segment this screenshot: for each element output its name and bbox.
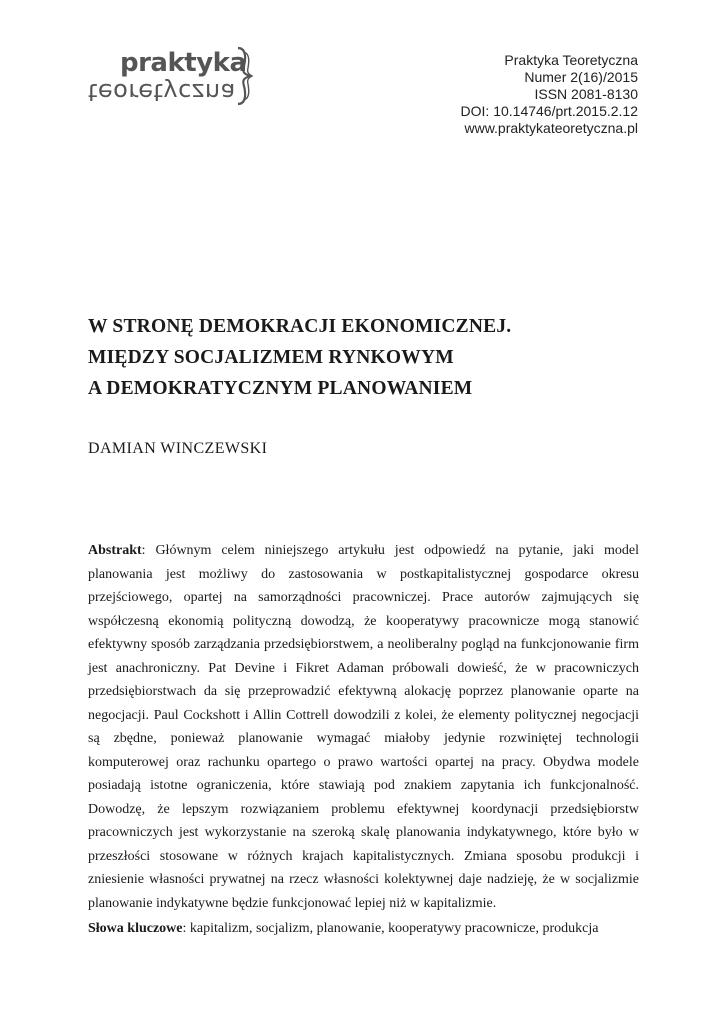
keywords-label: Słowa kluczowe bbox=[88, 921, 183, 936]
journal-url[interactable]: www.praktykateoretyczna.pl bbox=[464, 120, 638, 136]
keywords-text: : kapitalizm, socjalizm, planowanie, kooperatywy pracownicze, produkcja bbox=[182, 921, 599, 936]
title-line-3: A DEMOKRATYCZNYM PLANOWANIEM bbox=[88, 378, 473, 399]
journal-logo bbox=[88, 46, 258, 108]
title-line-1: W STRONĘ DEMOKRACJI EKONOMICZNEJ. bbox=[88, 316, 512, 337]
logo-brace-icon bbox=[232, 46, 258, 106]
article-author: DAMIAN WINCZEWSKI bbox=[88, 440, 268, 457]
logo-bottom-word: teoretyczna bbox=[88, 78, 236, 106]
journal-issn: ISSN 2081-8130 bbox=[534, 86, 638, 102]
abstract-paragraph bbox=[88, 539, 639, 915]
abstract-label: Abstrakt bbox=[88, 543, 142, 558]
article-doi: DOI: 10.14746/prt.2015.2.12 bbox=[460, 103, 638, 119]
journal-meta bbox=[461, 52, 638, 137]
journal-name: Praktyka Teoretyczna bbox=[504, 52, 638, 68]
title-line-2: MIĘDZY SOCJALIZMEM RYNKOWYM bbox=[88, 347, 454, 368]
journal-issue: Numer 2(16)/2015 bbox=[524, 69, 638, 85]
article-title bbox=[88, 311, 648, 404]
keywords-paragraph bbox=[88, 917, 639, 940]
abstract-text: : Głównym celem niniejszego artykułu jest odpowiedź na pytanie, jaki model planowania jest możliwy do zastosowania w postkapitalistycznej gospodarce okresu przejściowego, opartej na samorządności pracowniczej. Prace autorów zajmujących się współczesną ekonomią polityczną dowodzą, że kooperatywy pracownicze mogą stanowić efektywny sposób zarządzania przedsiębiorstwem, a neoliberalny pogląd na funkcjonowanie firm jest anachroniczny. Pat Devine i Fikret Adaman próbowali dowieść, że w pracowniczych przedsiębiorstwach da się przeprowadzić efektywną alokację poprzez planowanie oparte na negocjacji. Paul Cockshott i Allin Cottrell dowodzili z kolei, że elementy politycznej negocjacji są zbędne, ponieważ planowanie wymagać miałoby jedynie rozwiniętej technologii komputerowej oraz rachunku opartego o prawo wartości opartej na pracy. Obydwa modele posiadają istotne ograniczenia, które stawiają pod znakiem zapytania ich funkcjonalność. Dowodzę, że lepszym rozwiązaniem problemu efektywnej koordynacji przedsiębiorstw pracowniczych jest wykorzystanie na szeroką skalę planowania indykatywnego, które było w przeszłości stosowane w różnych krajach kapitalistycznych. Zmiana sposobu produkcji i zniesienie własności prywatnej na rzecz własności kolektywnej daje nadzieję, że w socjalizmie planowanie indykatywne będzie funkcjonować lepiej niż w kapitalizmie. bbox=[88, 543, 639, 911]
logo-top-word: praktyka bbox=[120, 48, 247, 78]
